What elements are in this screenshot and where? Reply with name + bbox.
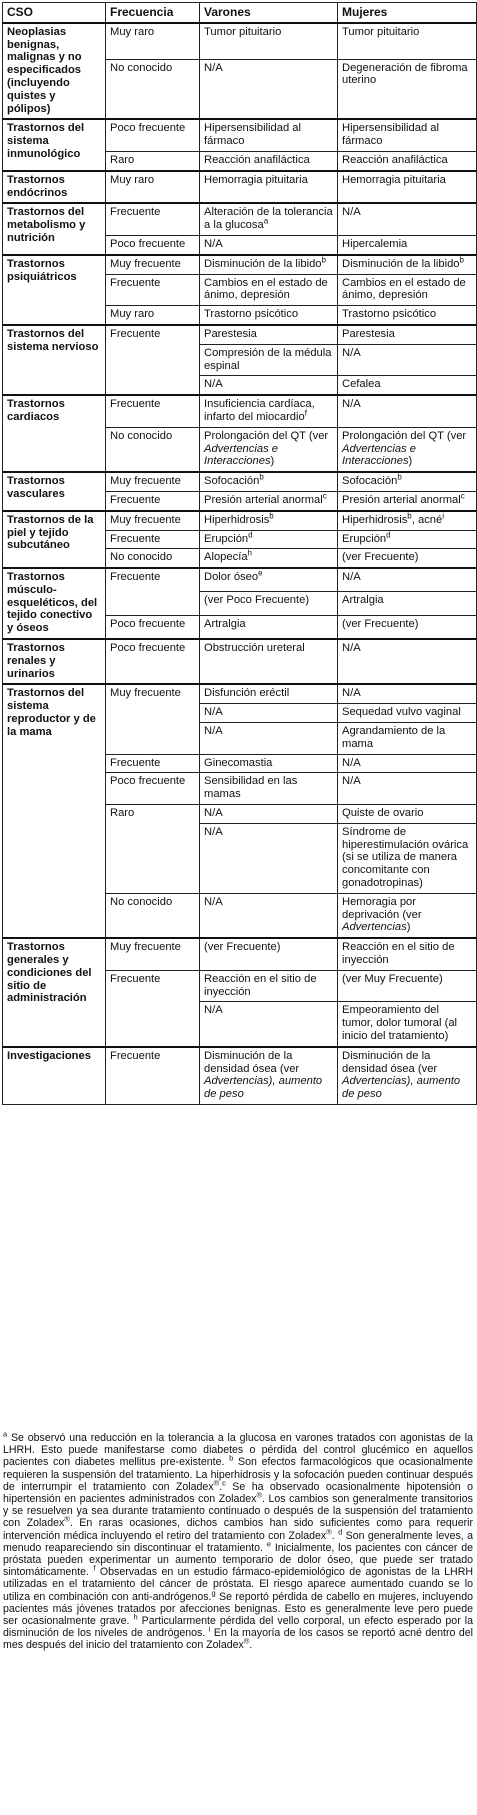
frequency-cell: Muy frecuente	[106, 511, 200, 530]
varones-text: N/A	[204, 1004, 223, 1017]
varones-cell	[200, 805, 338, 824]
frequency-cell: Frecuente	[106, 970, 200, 1046]
varones-cell	[200, 491, 338, 510]
mujeres-text: Agrandamiento de la mama	[342, 725, 446, 750]
mujeres-cell	[338, 704, 477, 723]
varones-cell	[200, 23, 338, 59]
footnote-marker: h	[133, 1612, 138, 1622]
varones-cell	[200, 754, 338, 773]
table-row	[3, 395, 477, 427]
varones-text: N/A	[204, 825, 223, 838]
footnote-mark: b	[397, 472, 402, 482]
varones-text: Hemorragia pituitaria	[204, 173, 308, 186]
footnote-text: . Los cambios son generalmente transitorios y se resuelven ya sea durante tratamiento continuado o después de la suspensión del tratamiento con Zoladex	[3, 1493, 473, 1530]
mujeres-text: Prolongación del QT (ver	[342, 429, 467, 442]
adverse-reactions-table	[2, 2, 477, 1105]
mujeres-text: Presión arterial anormal	[342, 493, 461, 506]
footnote-mark: b	[321, 255, 326, 265]
cso-cell: Trastornos vasculares	[3, 472, 106, 511]
mujeres-text: Disminución de la libido	[342, 257, 460, 270]
footnote-mark: d	[248, 529, 253, 539]
frequency-cell: Muy raro	[106, 23, 200, 59]
mujeres-cell	[338, 235, 477, 254]
footnote-mark: e	[258, 568, 263, 578]
table-row	[3, 203, 477, 235]
mujeres-text: (ver Muy Frecuente)	[342, 972, 443, 985]
mujeres-text: Tumor pituitario	[342, 25, 420, 38]
footnote-marker: d	[338, 1527, 343, 1537]
varones-text: (ver Poco Frecuente)	[204, 594, 310, 607]
cso-cell: Investigaciones	[3, 1047, 106, 1105]
frequency-cell: No conocido	[106, 427, 200, 472]
mujeres-cell	[338, 592, 477, 615]
table-row	[3, 639, 477, 684]
varones-text: Cambios en el estado de ánimo, depresión	[204, 276, 328, 302]
varones-text: Dolor óseo	[204, 571, 259, 584]
mujeres-text: Hipercalemia	[342, 237, 408, 250]
frequency-cell: Poco frecuente	[106, 235, 200, 254]
frequency-cell: Muy frecuente	[106, 255, 200, 274]
varones-cell	[200, 615, 338, 639]
table-row	[3, 1047, 477, 1105]
cso-cell: Trastornos del sistema nervioso	[3, 325, 106, 395]
varones-cell	[200, 684, 338, 703]
varones-cell	[200, 893, 338, 938]
mujeres-text: N/A	[342, 571, 361, 584]
frequency-cell: Frecuente	[106, 530, 200, 549]
frequency-cell: Frecuente	[106, 1047, 200, 1105]
varones-text: N/A	[204, 61, 223, 74]
varones-text: Ginecomastia	[204, 756, 273, 769]
varones-text: Obstrucción ureteral	[204, 642, 305, 655]
frequency-cell: Frecuente	[106, 325, 200, 395]
varones-cell	[200, 530, 338, 549]
mujeres-cell	[338, 203, 477, 235]
mujeres-cell	[338, 171, 477, 204]
footnote-text: .	[219, 1480, 223, 1493]
mujeres-text: Disminución de la densidad ósea (ver	[342, 1049, 438, 1075]
varones-tail: )	[270, 455, 275, 468]
varones-italic: Advertencias), aumento de peso	[204, 1075, 323, 1101]
mujeres-cell	[338, 274, 477, 306]
varones-text: Compresión de la médula espinal	[204, 346, 332, 372]
cso-cell: Trastornos del sistema reproductor y de la mama	[3, 684, 106, 938]
varones-text: N/A	[204, 725, 223, 738]
footnote-text: .	[331, 1529, 339, 1542]
footnote-text: Se observó una reducción en la tolerancia a la glucosa en varones tratados con agonistas de la LHRH. Esto puede manifestarse como diabetes o pérdida del control glucémico en aquellos pacientes con diabetes mellitus pre-existente.	[3, 1432, 473, 1469]
varones-cell	[200, 1047, 338, 1105]
frequency-cell: Frecuente	[106, 754, 200, 773]
mujeres-text: Degeneración de fibroma uterino	[342, 61, 468, 87]
frequency-cell: No conocido	[106, 893, 200, 938]
mujeres-text: Hemorragia pituitaria	[342, 173, 446, 186]
varones-cell	[200, 639, 338, 684]
footnote-mark: d	[386, 529, 391, 539]
frequency-cell: Muy frecuente	[106, 938, 200, 970]
varones-text: Sofocación	[204, 475, 260, 488]
mujeres-cell	[338, 472, 477, 491]
footnote-mark: h	[247, 548, 252, 558]
footnote-mark: b	[407, 510, 412, 520]
varones-text: Insuficiencia cardíaca, infarto del miocardio	[204, 398, 315, 423]
mujeres-cell	[338, 344, 477, 376]
header-varones: Varones	[200, 3, 338, 23]
table-row	[3, 684, 477, 703]
mujeres-text: Empeoramiento del tumor, dolor tumoral (al inicio del tratamiento)	[342, 1004, 458, 1042]
varones-cell	[200, 938, 338, 970]
mujeres-cell	[338, 59, 477, 119]
table-row	[3, 119, 477, 151]
table-row	[3, 568, 477, 592]
mujeres-text: Sofocación	[342, 475, 398, 488]
varones-cell	[200, 823, 338, 893]
mujeres-text: N/A	[342, 398, 361, 411]
footnote-mark: b	[459, 255, 464, 265]
varones-cell	[200, 592, 338, 615]
footnote-text: Se ha observado ocasionalmente hipotensión o hipertensión en pacientes administrados con Zoladex	[3, 1480, 473, 1506]
mujeres-tail: )	[406, 921, 411, 934]
footnote-mark: i	[442, 510, 445, 520]
cso-cell: Trastornos generales y condiciones del sitio de administración	[3, 938, 106, 1047]
footnote-text: Particularmente pérdida del vello corporal, un efecto esperado por la disminución de los niveles de andrógenos.	[3, 1615, 473, 1640]
mujeres-cell	[338, 151, 477, 170]
varones-cell	[200, 255, 338, 274]
footnote-marker: f	[93, 1563, 96, 1573]
mujeres-text: Sequedad vulvo vaginal	[342, 706, 461, 719]
mujeres-text: N/A	[342, 775, 361, 788]
frequency-cell: Frecuente	[106, 568, 200, 615]
varones-cell	[200, 704, 338, 723]
footnote-marker: c	[222, 1478, 226, 1488]
frequency-cell: No conocido	[106, 549, 200, 568]
varones-text: Hiperhidrosis	[204, 513, 270, 526]
varones-text: Alopecía	[204, 551, 248, 564]
mujeres-tail: )	[408, 455, 413, 468]
mujeres-text: Parestesia	[342, 327, 395, 340]
frequency-cell: Poco frecuente	[106, 639, 200, 684]
varones-cell	[200, 325, 338, 344]
table-row	[3, 255, 477, 274]
mujeres-cell	[338, 395, 477, 427]
mujeres-text: Cefalea	[342, 378, 381, 391]
varones-text: (ver Frecuente)	[204, 941, 281, 954]
footnote-mark: b	[269, 510, 274, 520]
mujeres-cell	[338, 893, 477, 938]
mujeres-text: (ver Frecuente)	[342, 617, 419, 630]
varones-cell	[200, 203, 338, 235]
header-frecuencia: Frecuencia	[106, 3, 200, 23]
frequency-cell: Frecuente	[106, 491, 200, 510]
mujeres-cell	[338, 23, 477, 59]
varones-text: Tumor pituitario	[204, 25, 282, 38]
cso-cell: Trastornos endócrinos	[3, 171, 106, 204]
footnote-text: Son efectos farmacológicos que ocasionalmente requieren la suspensión del tratamiento. La hiperhidrosis y la sofocación pueden continuar después de interrumpir el tratamiento con Zoladex	[3, 1456, 473, 1493]
varones-cell	[200, 511, 338, 530]
cso-cell: Trastornos del metabolismo y nutrición	[3, 203, 106, 254]
mujeres-text: Reacción anafiláctica	[342, 153, 448, 166]
varones-text: Trastorno psicótico	[204, 308, 299, 321]
varones-text: Presión arterial anormal	[204, 493, 323, 506]
mujeres-cell	[338, 754, 477, 773]
table-row	[3, 171, 477, 204]
cso-cell: Trastornos psiquiátricos	[3, 255, 106, 325]
mujeres-cell	[338, 306, 477, 325]
mujeres-text: Hemoragia por deprivación (ver	[342, 895, 422, 921]
mujeres-cell	[338, 773, 477, 805]
varones-cell	[200, 395, 338, 427]
cso-cell: Trastornos del sistema inmunológico	[3, 119, 106, 170]
varones-cell	[200, 723, 338, 755]
mujeres-text: Quiste de ovario	[342, 807, 424, 820]
varones-cell	[200, 376, 338, 395]
varones-cell	[200, 274, 338, 306]
footnote-marker: ®	[326, 1527, 332, 1537]
footnote-text: Son generalmente leves, a menudo reapareciendo sin discontinuar el tratamiento.	[3, 1529, 473, 1554]
varones-text: Disminución de la libido	[204, 257, 322, 270]
frequency-cell: Muy raro	[106, 306, 200, 325]
footnote-marker: ®	[64, 1514, 70, 1524]
frequency-cell: Poco frecuente	[106, 615, 200, 639]
cso-cell: Neoplasias benignas, malignas y no especificados (incluyendo quistes y pólipos)	[3, 23, 106, 120]
mujeres-cell	[338, 325, 477, 344]
varones-text: Artralgia	[204, 617, 246, 630]
mujeres-cell	[338, 970, 477, 1002]
varones-text: Sensibilidad en las mamas	[204, 775, 298, 801]
footnote-marker: i	[208, 1624, 211, 1634]
varones-cell	[200, 151, 338, 170]
varones-cell	[200, 344, 338, 376]
varones-text: Disfunción eréctil	[204, 687, 290, 700]
varones-text: N/A	[204, 895, 223, 908]
mujeres-cell	[338, 639, 477, 684]
mujeres-italic: Advertencias	[342, 921, 407, 934]
table-row	[3, 472, 477, 491]
footnote-mark: c	[322, 491, 327, 501]
mujeres-cell	[338, 427, 477, 472]
footnote-text: .	[249, 1639, 253, 1652]
varones-cell	[200, 970, 338, 1002]
varones-text: Prolongación del QT (ver	[204, 429, 329, 442]
varones-text: N/A	[204, 807, 223, 820]
mujeres-text: Hipersensibilidad al fármaco	[342, 122, 440, 148]
mujeres-text: N/A	[342, 206, 361, 219]
frequency-cell: No conocido	[106, 59, 200, 119]
mujeres-text: N/A	[342, 687, 361, 700]
cso-cell: Trastornos renales y urinarios	[3, 639, 106, 684]
mujeres-cell	[338, 568, 477, 592]
varones-cell	[200, 549, 338, 568]
mujeres-cell	[338, 684, 477, 703]
varones-cell	[200, 472, 338, 491]
mujeres-cell	[338, 530, 477, 549]
varones-text: N/A	[204, 378, 223, 391]
mujeres-cell	[338, 823, 477, 893]
mujeres-cell	[338, 615, 477, 639]
table-body	[3, 23, 477, 1105]
mujeres-text: Síndrome de hiperestimulación ovárica (si se utiliza de manera concomitante con gonadotropinas)	[342, 825, 469, 890]
frequency-cell: Poco frecuente	[106, 119, 200, 151]
varones-italic: Advertencias e Interacciones	[204, 442, 279, 468]
table-row	[3, 325, 477, 344]
mujeres-text: Cambios en el estado de ánimo, depresión	[342, 276, 466, 302]
frequency-cell: Raro	[106, 151, 200, 170]
mujeres-italic: Advertencias e Interacciones	[342, 442, 417, 468]
footnote-text: Se reportó pérdida de cabello en mujeres, incluyendo pacientes más jóvenes tratados por afecciones benignas. Esto es generalmente leve pero puede ser ocasionalmente grave.	[3, 1590, 473, 1628]
frequency-cell: Muy frecuente	[106, 684, 200, 754]
mujeres-cell	[338, 119, 477, 151]
varones-text: Reacción en el sitio de inyección	[204, 972, 317, 998]
footnote-marker: b	[229, 1453, 234, 1463]
footnote-marker: e	[266, 1539, 271, 1549]
mujeres-text: (ver Frecuente)	[342, 551, 419, 564]
table-header	[3, 3, 477, 23]
varones-cell	[200, 119, 338, 151]
mujeres-text: N/A	[342, 756, 361, 769]
varones-text: Parestesia	[204, 327, 257, 340]
frequency-cell: Frecuente	[106, 203, 200, 235]
footnote-marker: ®	[243, 1636, 250, 1646]
footnote-mark: c	[460, 491, 465, 501]
frequency-cell: Raro	[106, 805, 200, 894]
mujeres-cell	[338, 1047, 477, 1105]
varones-cell	[200, 59, 338, 119]
footnote-mark: b	[259, 472, 264, 482]
mujeres-text: Trastorno psicótico	[342, 308, 437, 321]
varones-cell	[200, 568, 338, 592]
varones-text: Hipersensibilidad al fármaco	[204, 122, 302, 148]
mujeres-cell	[338, 1002, 477, 1047]
footnotes	[3, 1429, 474, 1652]
varones-cell	[200, 235, 338, 254]
mujeres-text: Hiperhidrosis	[342, 513, 408, 526]
varones-text: Disminución de la densidad ósea (ver	[204, 1049, 300, 1075]
varones-text: N/A	[204, 237, 223, 250]
varones-text: Reacción anafiláctica	[204, 153, 310, 166]
mujeres-text: N/A	[342, 346, 361, 359]
mujeres-cell	[338, 491, 477, 510]
footnote-text: . En raras ocasiones, dichos cambios han sido suficientes como para requerir intervención médica incluyendo el retiro del tratamiento con Zoladex	[3, 1517, 474, 1542]
frequency-cell: Frecuente	[106, 395, 200, 427]
mujeres-text: N/A	[342, 642, 361, 655]
footnote-text: Observadas en un estudio fármaco-epidemiológico de agonistas de la LHRH utilizadas en el tratamiento del cáncer de próstata. El riesgo aparece aumentado cuando se lo utiliza en combinación con anti-andrógenos.	[3, 1566, 473, 1603]
varones-cell	[200, 171, 338, 204]
footnote-mark: f	[304, 408, 307, 418]
footnote-marker: ®	[256, 1490, 262, 1500]
varones-text: Erupción	[204, 532, 249, 545]
mujeres-text: Reacción en el sitio de inyección	[342, 941, 455, 967]
varones-cell	[200, 427, 338, 472]
mujeres-cell	[338, 805, 477, 824]
frequency-cell: Poco frecuente	[106, 773, 200, 805]
cso-cell: Trastornos de la piel y tejido subcutáneo	[3, 511, 106, 568]
mujeres-cell	[338, 255, 477, 274]
mujeres-italic: Advertencias), aumento de peso	[342, 1075, 461, 1101]
varones-cell	[200, 773, 338, 805]
mujeres-text: Erupción	[342, 532, 387, 545]
footnote-marker: ®	[213, 1478, 220, 1488]
frequency-cell: Frecuente	[106, 274, 200, 306]
cso-cell: Trastornos músculo-esqueléticos, del tejido conectivo y óseos	[3, 568, 106, 639]
adverse-reactions-table-container	[2, 2, 476, 1105]
frequency-cell: Muy raro	[106, 171, 200, 204]
mujeres-text: Artralgia	[342, 594, 384, 607]
mujeres-cell	[338, 549, 477, 568]
header-mujeres: Mujeres	[338, 3, 477, 23]
mujeres-cell	[338, 723, 477, 755]
header-cso: CSO	[3, 3, 106, 23]
frequency-cell: Muy frecuente	[106, 472, 200, 491]
footnote-mark: a	[263, 216, 269, 226]
mujeres-tail: , acné	[411, 513, 443, 526]
cso-cell: Trastornos cardiacos	[3, 395, 106, 472]
mujeres-cell	[338, 511, 477, 530]
footnote-text: En la mayoría de los casos se reportó acné dentro del mes después del inicio del tratamiento con Zoladex	[3, 1627, 473, 1652]
footnote-text: Inicialmente, los pacientes con cáncer de próstata pueden experimentar un aumento temporario de dolor óseo, que puede ser tratado sintomáticamente.	[3, 1541, 473, 1579]
mujeres-cell	[338, 938, 477, 970]
table-row	[3, 511, 477, 530]
mujeres-cell	[338, 376, 477, 395]
varones-cell	[200, 306, 338, 325]
varones-text: Alteración de la tolerancia a la glucosa	[204, 206, 333, 232]
table-row	[3, 938, 477, 970]
varones-cell	[200, 1002, 338, 1047]
varones-text: N/A	[204, 706, 223, 719]
footnote-marker: g	[211, 1588, 216, 1598]
table-row	[3, 23, 477, 59]
footnote-marker: a	[3, 1429, 8, 1439]
